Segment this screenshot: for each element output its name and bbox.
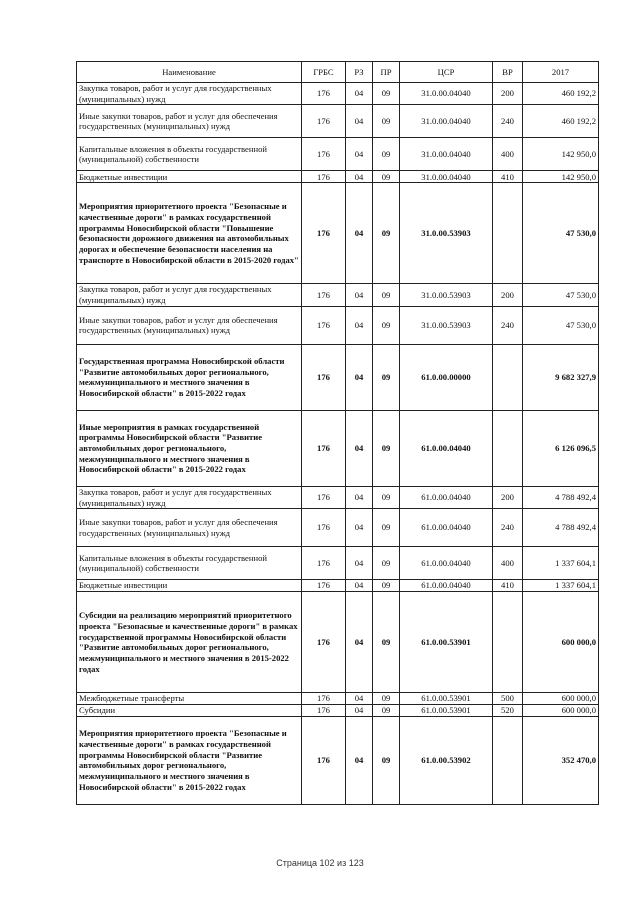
cell-rz: 04: [346, 105, 373, 138]
cell-csr: 61.0.00.04040: [400, 410, 493, 486]
table-row: [77, 716, 599, 804]
cell-csr: 61.0.00.53901: [400, 592, 493, 693]
cell-csr: 31.0.00.04040: [400, 171, 493, 183]
cell-csr: 31.0.00.04040: [400, 83, 493, 105]
cell-rz: 04: [346, 580, 373, 592]
header-csr: ЦСР: [400, 62, 493, 83]
cell-amount-2017: 142 950,0: [523, 171, 599, 183]
cell-vr: 410: [493, 171, 523, 183]
cell-csr: 61.0.00.53901: [400, 693, 493, 705]
header-grbs: ГРБС: [302, 62, 346, 83]
cell-grbs: 176: [302, 284, 346, 306]
cell-rz: 04: [346, 183, 373, 284]
cell-grbs: 176: [302, 306, 346, 344]
cell-name: Иные закупки товаров, работ и услуг для обеспечения государственных (муниципальных) нужд: [77, 509, 302, 547]
cell-amount-2017: 47 530,0: [523, 183, 599, 284]
header-pr: ПР: [373, 62, 400, 83]
table-row: [77, 580, 599, 592]
cell-grbs: 176: [302, 183, 346, 284]
cell-name: Иные закупки товаров, работ и услуг для обеспечения государственных (муниципальных) нужд: [77, 306, 302, 344]
cell-grbs: 176: [302, 693, 346, 705]
cell-amount-2017: 600 000,0: [523, 705, 599, 717]
cell-amount-2017: 4 788 492,4: [523, 486, 599, 508]
table-header-row: [77, 62, 599, 83]
cell-pr: 09: [373, 693, 400, 705]
cell-amount-2017: 1 337 604,1: [523, 580, 599, 592]
cell-amount-2017: 47 530,0: [523, 306, 599, 344]
cell-pr: 09: [373, 509, 400, 547]
cell-pr: 09: [373, 344, 400, 410]
cell-vr: 500: [493, 693, 523, 705]
cell-grbs: 176: [302, 171, 346, 183]
cell-name: Закупка товаров, работ и услуг для государственных (муниципальных) нужд: [77, 486, 302, 508]
cell-vr: 200: [493, 83, 523, 105]
cell-csr: 61.0.00.04040: [400, 509, 493, 547]
cell-rz: 04: [346, 716, 373, 804]
cell-name: Капитальные вложения в объекты государственной (муниципальной) собственности: [77, 138, 302, 171]
cell-name: Иные мероприятия в рамках государственной программы Новосибирской области "Развитие автомобильных дорог регионального, межмуниципального и местного значения в Новосибирской области" в 2015-2022 годах: [77, 410, 302, 486]
cell-vr: [493, 344, 523, 410]
cell-pr: 09: [373, 171, 400, 183]
cell-amount-2017: 4 788 492,4: [523, 509, 599, 547]
cell-vr: 200: [493, 486, 523, 508]
cell-grbs: 176: [302, 105, 346, 138]
cell-pr: 09: [373, 284, 400, 306]
header-rz: РЗ: [346, 62, 373, 83]
cell-name: Государственная программа Новосибирской области "Развитие автомобильных дорог регионального, межмуниципального и местного значения в Новосибирской области" в 2015-2022 годах: [77, 344, 302, 410]
cell-grbs: 176: [302, 580, 346, 592]
header-name: Наименование: [77, 62, 302, 83]
cell-name: Закупка товаров, работ и услуг для государственных (муниципальных) нужд: [77, 83, 302, 105]
cell-pr: 09: [373, 592, 400, 693]
cell-amount-2017: 6 126 096,5: [523, 410, 599, 486]
cell-amount-2017: 47 530,0: [523, 284, 599, 306]
cell-pr: 09: [373, 705, 400, 717]
cell-name: Межбюджетные трансферты: [77, 693, 302, 705]
table-row: [77, 138, 599, 171]
cell-rz: 04: [346, 486, 373, 508]
cell-vr: 240: [493, 306, 523, 344]
cell-pr: 09: [373, 410, 400, 486]
cell-amount-2017: 460 192,2: [523, 105, 599, 138]
cell-csr: 31.0.00.04040: [400, 105, 493, 138]
cell-csr: 61.0.00.53901: [400, 705, 493, 717]
cell-name: Мероприятия приоритетного проекта "Безопасные и качественные дороги" в рамках государственной программы Новосибирской области "Развитие автомобильных дорог регионального, межмуниципального и местного значения в Новосибирской области" в 2015-2022 годах: [77, 716, 302, 804]
cell-name: Бюджетные инвестиции: [77, 171, 302, 183]
cell-grbs: 176: [302, 547, 346, 580]
cell-amount-2017: 600 000,0: [523, 592, 599, 693]
table-row: [77, 306, 599, 344]
budget-table: [76, 61, 599, 805]
cell-vr: 400: [493, 547, 523, 580]
cell-name: Субсидии на реализацию мероприятий приоритетного проекта "Безопасные и качественные дороги" в рамках государственной программы Новосибирской области "Развитие автомобильных дорог регионального, межмуниципального и местного значения в 2015-2022 годах: [77, 592, 302, 693]
cell-vr: [493, 592, 523, 693]
cell-pr: 09: [373, 105, 400, 138]
cell-amount-2017: 600 000,0: [523, 693, 599, 705]
cell-csr: 61.0.00.04040: [400, 580, 493, 592]
header-vr: ВР: [493, 62, 523, 83]
cell-csr: 31.0.00.53903: [400, 306, 493, 344]
cell-name: Субсидии: [77, 705, 302, 717]
cell-pr: 09: [373, 547, 400, 580]
cell-csr: 61.0.00.53902: [400, 716, 493, 804]
table-row: [77, 592, 599, 693]
cell-grbs: 176: [302, 705, 346, 717]
cell-csr: 61.0.00.00000: [400, 344, 493, 410]
cell-rz: 04: [346, 83, 373, 105]
cell-csr: 31.0.00.53903: [400, 284, 493, 306]
cell-vr: 200: [493, 284, 523, 306]
header-year-2017: 2017: [523, 62, 599, 83]
cell-amount-2017: 460 192,2: [523, 83, 599, 105]
cell-name: Капитальные вложения в объекты государственной (муниципальной) собственности: [77, 547, 302, 580]
cell-pr: 09: [373, 83, 400, 105]
table-row: [77, 183, 599, 284]
cell-rz: 04: [346, 344, 373, 410]
cell-pr: 09: [373, 580, 400, 592]
cell-vr: [493, 410, 523, 486]
cell-name: Бюджетные инвестиции: [77, 580, 302, 592]
cell-rz: 04: [346, 138, 373, 171]
cell-vr: 240: [493, 509, 523, 547]
table-body: [77, 83, 599, 805]
cell-csr: 61.0.00.04040: [400, 547, 493, 580]
table-row: [77, 344, 599, 410]
cell-name: Иные закупки товаров, работ и услуг для обеспечения государственных (муниципальных) нужд: [77, 105, 302, 138]
cell-rz: 04: [346, 705, 373, 717]
cell-name: Закупка товаров, работ и услуг для государственных (муниципальных) нужд: [77, 284, 302, 306]
table-row: [77, 83, 599, 105]
cell-vr: 410: [493, 580, 523, 592]
cell-rz: 04: [346, 284, 373, 306]
cell-grbs: 176: [302, 83, 346, 105]
table-row: [77, 486, 599, 508]
cell-pr: 09: [373, 306, 400, 344]
cell-rz: 04: [346, 410, 373, 486]
table-row: [77, 171, 599, 183]
table-row: [77, 105, 599, 138]
cell-amount-2017: 9 682 327,9: [523, 344, 599, 410]
cell-amount-2017: 1 337 604,1: [523, 547, 599, 580]
cell-pr: 09: [373, 716, 400, 804]
cell-csr: 61.0.00.04040: [400, 486, 493, 508]
cell-grbs: 176: [302, 410, 346, 486]
cell-rz: 04: [346, 171, 373, 183]
cell-pr: 09: [373, 183, 400, 284]
cell-vr: 240: [493, 105, 523, 138]
cell-amount-2017: 352 470,0: [523, 716, 599, 804]
cell-vr: [493, 183, 523, 284]
cell-vr: 520: [493, 705, 523, 717]
cell-name: Мероприятия приоритетного проекта "Безопасные и качественные дороги" в рамках государственной программы Новосибирской области "Повышение безопасности дорожного движения на автомобильных дорогах и обеспечение безопасности населения на транспорте в Новосибирской области в 2015-2020 годах": [77, 183, 302, 284]
table-row: [77, 410, 599, 486]
table-row: [77, 509, 599, 547]
table-row: [77, 705, 599, 717]
cell-rz: 04: [346, 509, 373, 547]
table-row: [77, 284, 599, 306]
table-row: [77, 547, 599, 580]
cell-vr: 400: [493, 138, 523, 171]
cell-grbs: 176: [302, 716, 346, 804]
cell-amount-2017: 142 950,0: [523, 138, 599, 171]
cell-pr: 09: [373, 486, 400, 508]
cell-grbs: 176: [302, 344, 346, 410]
cell-csr: 31.0.00.04040: [400, 138, 493, 171]
cell-grbs: 176: [302, 509, 346, 547]
cell-pr: 09: [373, 138, 400, 171]
cell-grbs: 176: [302, 592, 346, 693]
cell-rz: 04: [346, 547, 373, 580]
table-row: [77, 693, 599, 705]
cell-rz: 04: [346, 592, 373, 693]
cell-csr: 31.0.00.53903: [400, 183, 493, 284]
cell-grbs: 176: [302, 486, 346, 508]
page-number: Страница 102 из 123: [276, 858, 364, 868]
cell-rz: 04: [346, 693, 373, 705]
cell-vr: [493, 716, 523, 804]
cell-grbs: 176: [302, 138, 346, 171]
cell-rz: 04: [346, 306, 373, 344]
